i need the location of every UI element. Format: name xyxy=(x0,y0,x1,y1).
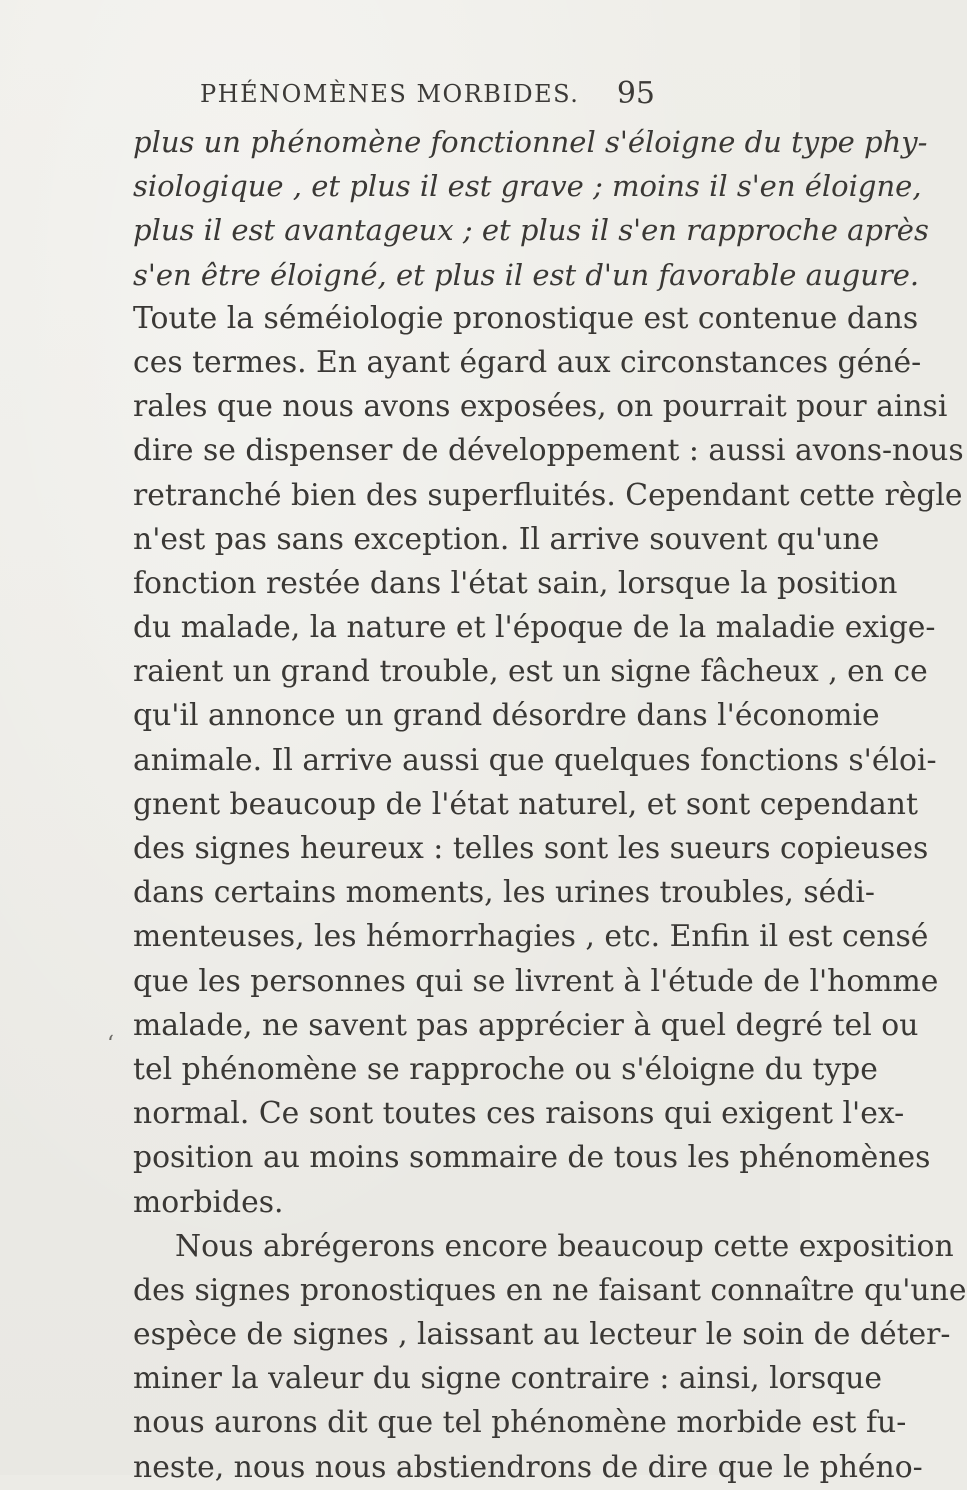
margin-mark: ‘ xyxy=(107,1032,114,1057)
text-line: position au moins sommaire de tous les phénomènes xyxy=(133,1140,931,1176)
text-line: menteuses, les hémorrhagies , etc. Enfin il est censé xyxy=(133,919,929,955)
text-line: gnent beaucoup de l'état naturel, et sont cependant xyxy=(133,786,918,822)
text-line: dans certains moments, les urines troubles, sédi- xyxy=(133,875,875,911)
text-line: plus il est avantageux ; et plus il s'en rapproche après xyxy=(133,213,929,248)
text-line: nous aurons dit que tel phénomène morbide est fu- xyxy=(133,1405,907,1441)
text-line: normal. Ce sont toutes ces raisons qui exigent l'ex- xyxy=(133,1096,905,1132)
text-line: rales que nous avons exposées, on pourrait pour ainsi xyxy=(133,389,948,425)
text-line: des signes heureux : telles sont les sueurs copieuses xyxy=(133,831,929,866)
text-line: tel phénomène se rapproche ou s'éloigne du type xyxy=(133,1051,878,1087)
text-line: du malade, la nature et l'époque de la maladie exige- xyxy=(133,610,936,646)
text-line: morbides. xyxy=(133,1184,284,1220)
text-line: neste, nous nous abstiendrons de dire que le phéno- xyxy=(133,1449,923,1485)
text-line: qu'il annonce un grand désordre dans l'économie xyxy=(133,698,880,734)
text-line: dire se dispenser de développement : aussi avons-nous xyxy=(133,433,964,469)
text-line: retranché bien des superfluités. Cependant cette règle xyxy=(133,477,963,513)
page-number: 95 xyxy=(616,76,655,111)
text-line: s'en être éloigné, et plus il est d'un favorable augure. xyxy=(133,257,920,292)
text-line: n'est pas sans exception. Il arrive souvent qu'une xyxy=(133,521,880,557)
text-line: que les personnes qui se livrent à l'étude de l'homme xyxy=(133,963,939,999)
text-line: fonction restée dans l'état sain, lorsque la position xyxy=(133,565,898,601)
running-head xyxy=(200,76,655,120)
running-title: PHÉNOMÈNES MORBIDES. xyxy=(200,80,580,108)
text-line: raient un grand trouble, est un signe fâcheux , en ce xyxy=(133,654,928,690)
text-line: Toute la séméiologie pronostique est contenue dans xyxy=(133,300,919,336)
text-line: plus un phénomène fonctionnel s'éloigne du type phy- xyxy=(133,125,928,159)
text-line: siologique , et plus il est grave ; moins il s'en éloigne, xyxy=(133,169,922,204)
text-line: animale. Il arrive aussi que quelques fonctions s'éloi- xyxy=(133,742,937,778)
text-line: miner la valeur du signe contraire : ainsi, lorsque xyxy=(133,1361,883,1397)
text-line: malade, ne savent pas apprécier à quel degré tel ou xyxy=(133,1007,919,1043)
text-line: Nous abrégerons encore beaucoup cette exposition xyxy=(175,1228,954,1264)
text-line: ces termes. En ayant égard aux circonstances géné- xyxy=(133,344,922,380)
body-text xyxy=(133,120,967,1490)
text-line: des signes pronostiques en ne faisant connaître qu'une xyxy=(133,1272,967,1308)
text-line: espèce de signes , laissant au lecteur le soin de déter- xyxy=(133,1317,951,1353)
